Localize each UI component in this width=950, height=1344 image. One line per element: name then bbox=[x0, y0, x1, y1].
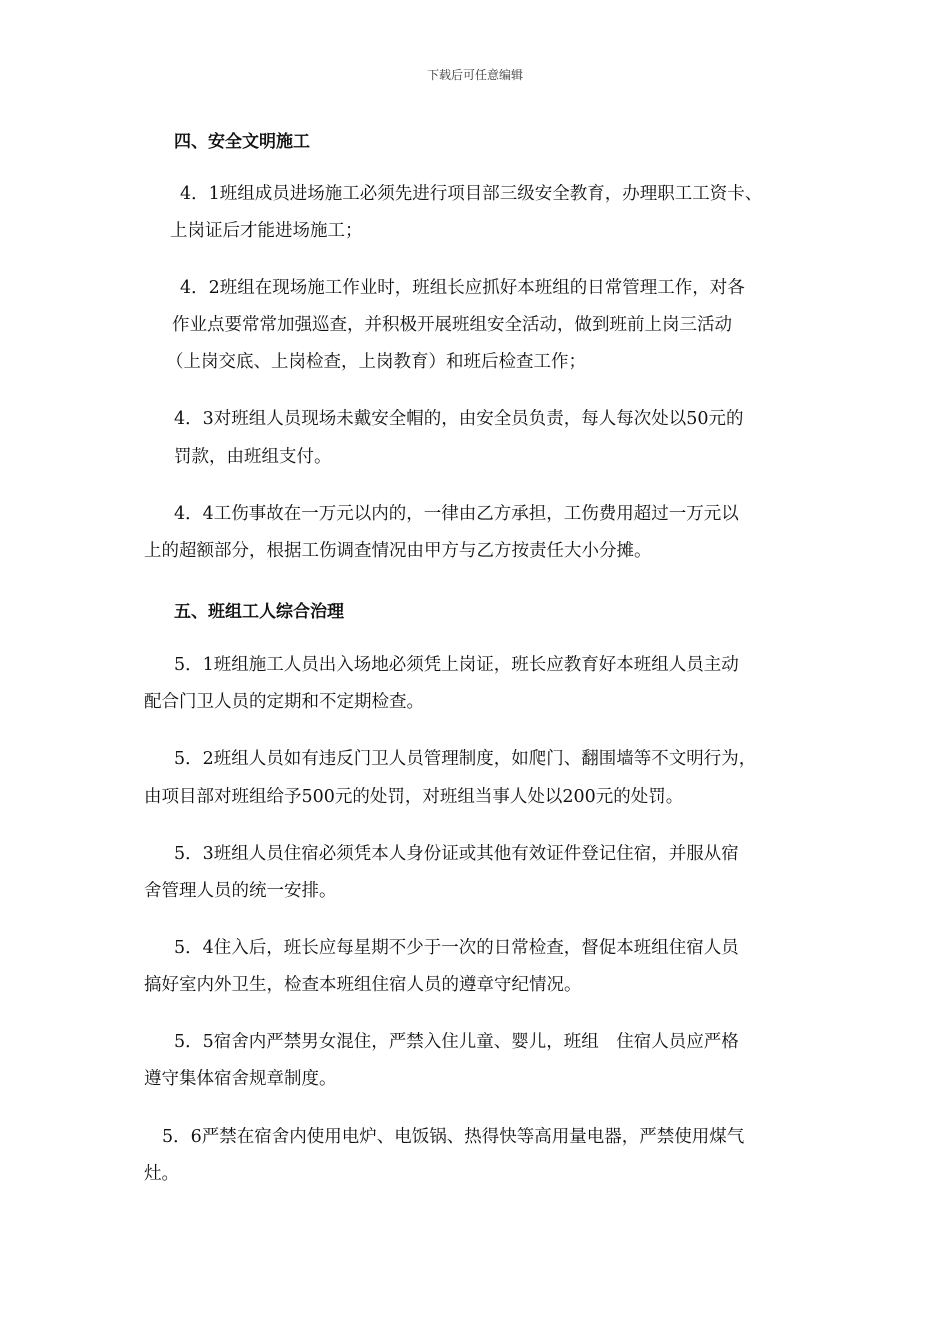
page-header-note: 下载后可任意编辑 bbox=[426, 68, 523, 82]
section-5-6-line-1: 5．6严禁在宿舍内使用电炉、电饭锅、热得快等高用量电器，严禁使用煤气 bbox=[162, 1127, 745, 1147]
section-5-1-line-1: 5．1班组施工人员出入场地必须凭上岗证，班长应教育好本班组人员主动 bbox=[174, 655, 739, 675]
section-4-1-line-2: 上岗证后才能进场施工； bbox=[170, 221, 363, 241]
section-5-3-line-2: 舍管理人员的统一安排。 bbox=[144, 881, 337, 901]
section-5-2-line-2: 由项目部对班组给予500元的处罚，对班组当事人处以200元的处罚。 bbox=[144, 787, 684, 807]
section-5-5-line-2: 遵守集体宿舍规章制度。 bbox=[144, 1069, 337, 1089]
section-5-2-line-1: 5．2班组人员如有违反门卫人员管理制度，如爬门、翻围墙等不文明行为， bbox=[174, 749, 757, 769]
section-5-1-line-2: 配合门卫人员的定期和不定期检查。 bbox=[144, 692, 424, 712]
section-5-4-line-1: 5．4住入后，班长应每星期不少于一次的日常检查，督促本班组住宿人员 bbox=[174, 938, 739, 958]
section-4-2-line-3: （上岗交底、上岗检查，上岗教育）和班后检查工作； bbox=[166, 352, 586, 372]
section-5-6-line-2: 灶。 bbox=[144, 1164, 179, 1184]
section-4-4-line-2: 上的超额部分，根据工伤调查情况由甲方与乙方按责任大小分摊。 bbox=[144, 541, 652, 561]
section-4-3-line-1: 4．3对班组人员现场未戴安全帽的，由安全员负责，每人每次处以50元的 bbox=[174, 409, 744, 429]
section-5-4-line-2: 搞好室内外卫生，检查本班组住宿人员的遵章守纪情况。 bbox=[144, 975, 582, 995]
section-4-2-line-2: 作业点要常常加强巡查，并积极开展班组安全活动，做到班前上岗三活动 bbox=[172, 315, 732, 335]
section-4-2-line-1: 4．2班组在现场施工作业时，班组长应抓好本班组的日常管理工作，对各 bbox=[180, 278, 745, 298]
section-4-1-line-1: 4．1班组成员进场施工必须先进行项目部三级安全教育，办理职工工资卡、 bbox=[180, 184, 763, 204]
section-4-3-line-2: 罚款，由班组支付。 bbox=[174, 447, 332, 467]
section-5-heading: 五、班组工人综合治理 bbox=[174, 602, 344, 622]
section-4-heading: 四、安全文明施工 bbox=[174, 132, 310, 152]
section-5-3-line-1: 5．3班组人员住宿必须凭本人身份证或其他有效证件登记住宿，并服从宿 bbox=[174, 844, 739, 864]
section-5-5-line-1: 5．5宿舍内严禁男女混住，严禁入住儿童、婴儿，班组 住宿人员应严格 bbox=[174, 1032, 739, 1052]
section-4-4-line-1: 4．4工伤事故在一万元以内的，一律由乙方承担，工伤费用超过一万元以 bbox=[174, 504, 739, 524]
